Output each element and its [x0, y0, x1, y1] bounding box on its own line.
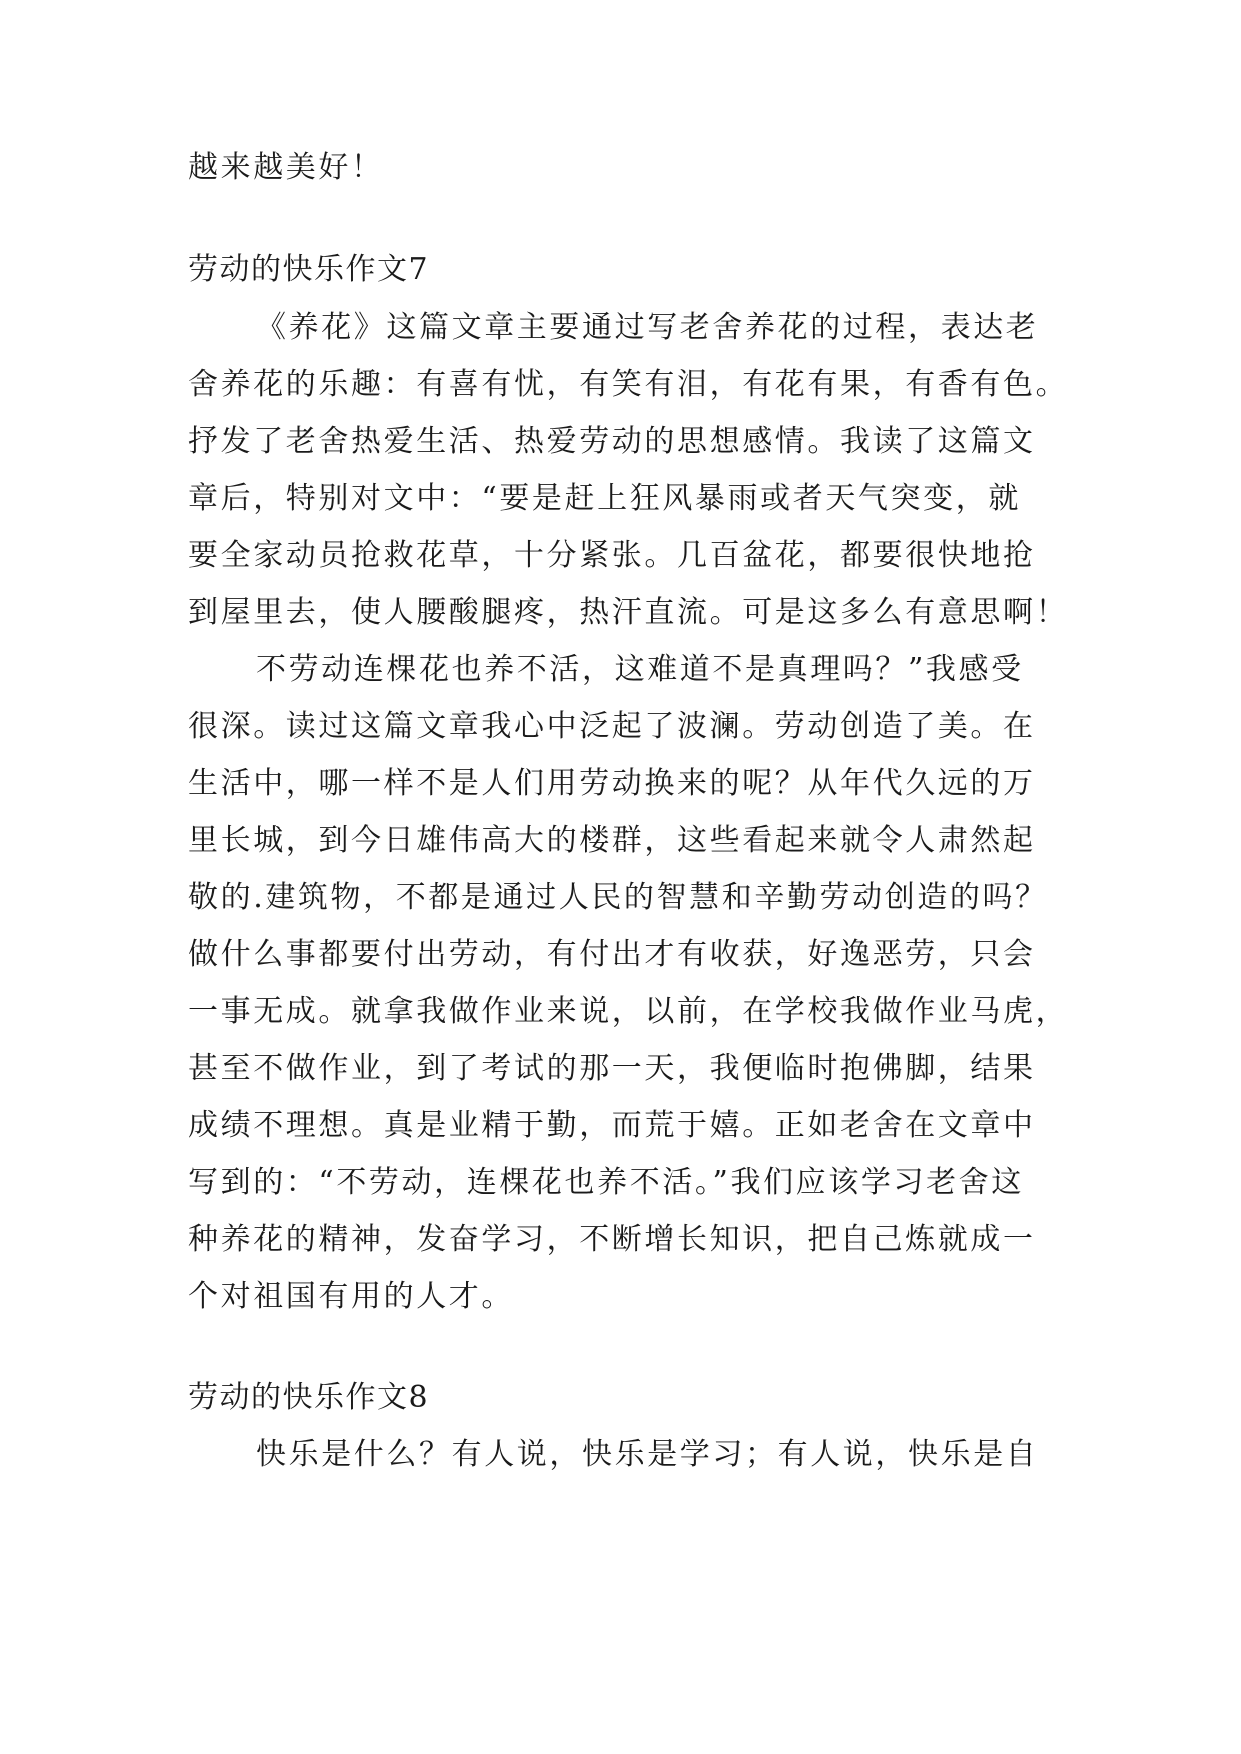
paragraph-line: 到屋里去，使人腰酸腿疼，热汗直流。可是这多么有意思啊！ — [188, 595, 1069, 630]
paragraph-line: 舍养花的乐趣：有喜有忧，有笑有泪，有花有果，有香有色。 — [188, 367, 1069, 402]
paragraph-line: 快乐是什么？有人说，快乐是学习；有人说，快乐是自 — [256, 1437, 1039, 1472]
paragraph-line: 很深。读过这篇文章我心中泛起了波澜。劳动创造了美。在 — [188, 709, 1036, 744]
paragraph-line: 做什么事都要付出劳动，有付出才有收获，好逸恶劳，只会 — [188, 937, 1036, 972]
section-heading-7: 劳动的快乐作文7 — [188, 252, 430, 287]
paragraph-line: 一事无成。就拿我做作业来说，以前，在学校我做作业马虎， — [188, 994, 1069, 1029]
paragraph-line: 生活中，哪一样不是人们用劳动换来的呢？从年代久远的万 — [188, 766, 1036, 801]
paragraph-line: 不劳动连棵花也养不活，这难道不是真理吗？”我感受 — [256, 652, 1024, 687]
paragraph-line: 成绩不理想。真是业精于勤，而荒于嬉。正如老舍在文章中 — [188, 1108, 1036, 1143]
paragraph-line: 个对祖国有用的人才。 — [188, 1279, 514, 1314]
paragraph-line: 《养花》这篇文章主要通过写老舍养花的过程，表达老 — [256, 310, 1039, 345]
paragraph-line: 章后，特别对文中：“要是赶上狂风暴雨或者天气突变，就 — [188, 481, 1021, 516]
paragraph-line: 敬的.建筑物，不都是通过人民的智慧和辛勤劳动创造的吗？ — [188, 880, 1048, 915]
paragraph-line: 要全家动员抢救花草，十分紧张。几百盆花，都要很快地抢 — [188, 538, 1036, 573]
paragraph-line: 种养花的精神，发奋学习，不断增长知识，把自己炼就成一 — [188, 1222, 1036, 1257]
paragraph-line: 写到的：“不劳动，连棵花也养不活。”我们应该学习老舍这 — [188, 1165, 1024, 1200]
paragraph-line: 里长城，到今日雄伟高大的楼群，这些看起来就令人肃然起 — [188, 823, 1036, 858]
paragraph-line: 抒发了老舍热爱生活、热爱劳动的思想感情。我读了这篇文 — [188, 424, 1036, 459]
intro-tail-line: 越来越美好！ — [188, 150, 384, 185]
paragraph-line: 甚至不做作业，到了考试的那一天，我便临时抱佛脚，结果 — [188, 1051, 1036, 1086]
section-heading-8: 劳动的快乐作文8 — [188, 1380, 430, 1415]
